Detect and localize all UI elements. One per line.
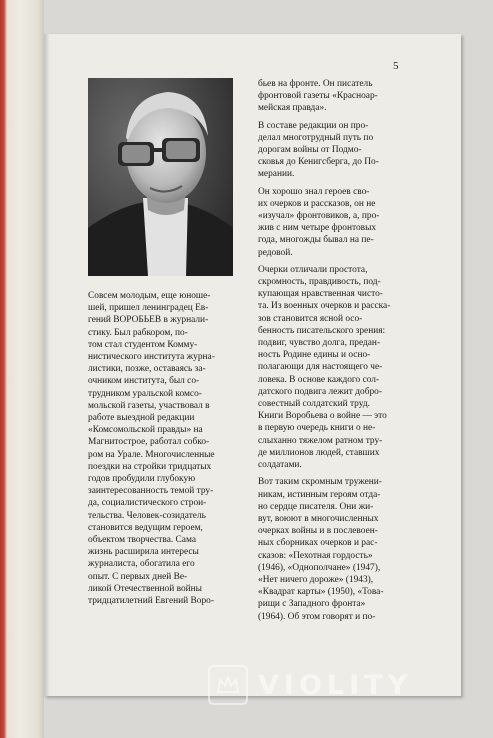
crown-icon xyxy=(208,665,248,705)
text-line: да, социалистического строи- xyxy=(88,498,207,509)
text-line: в первую очередь книги о не- xyxy=(258,423,376,434)
text-line: датского подвига лежит добро- xyxy=(258,386,382,397)
text-line: дорогам войны от Подмо- xyxy=(258,145,362,156)
text-line: совестный солдатский труд. xyxy=(258,399,370,410)
text-line: их очерков и рассказов, он не xyxy=(258,198,376,209)
text-line: «Комсомольской правды» на xyxy=(88,425,203,436)
text-line: скромность, правдивость, под- xyxy=(258,277,381,288)
text-line: жив с ним четыре фронтовых xyxy=(258,223,377,234)
text-line: становится ведущим героем, xyxy=(88,522,203,533)
page-gutter-shadow xyxy=(44,34,50,696)
text-line: Книги Воробьева о войне — это xyxy=(258,411,387,422)
text-line: сковья до Кенигсберга, до По- xyxy=(258,157,379,168)
text-line: ром на Урале. Многочисленные xyxy=(88,449,215,460)
text-line: (1946), «Однополчане» (1947), xyxy=(258,562,381,573)
text-line: слыханно тяжелом ратном тру- xyxy=(258,435,383,446)
text-line: трудником уральской комсо- xyxy=(88,388,202,399)
text-line: Он хорошо знал героев сво- xyxy=(258,186,370,197)
text-line: работе выездной редакции xyxy=(88,413,195,424)
text-line: Вот таким скромным тружени- xyxy=(258,477,382,488)
left-text-column xyxy=(88,290,232,607)
text-line: стику. Был рабкором, по- xyxy=(88,327,188,338)
text-line: но сердце писателя. Они жи- xyxy=(258,501,374,512)
text-line: фронтовой газеты «Красноар- xyxy=(258,91,378,102)
text-line: «Нет ничего дороже» (1943), xyxy=(258,574,374,585)
text-line: листики, позже, оставаясь за- xyxy=(88,364,206,375)
book-spine xyxy=(0,0,44,738)
text-line: рищи с Западного фронта» xyxy=(258,599,366,610)
text-line: года, многожды бывал на пе- xyxy=(258,235,374,246)
text-line: редовой. xyxy=(258,247,293,258)
watermark-text: VIOLITY xyxy=(258,669,413,701)
text-line: мерании. xyxy=(258,169,295,180)
text-line: де миллионов людей, ставших xyxy=(258,447,380,458)
page-number: 5 xyxy=(393,60,399,72)
text-line: ность Родине едины и осно- xyxy=(258,350,371,361)
text-line: полагающи для настоящего че- xyxy=(258,362,383,373)
text-line: купающая нравственная чисто- xyxy=(258,289,383,300)
text-line: том стал студентом Комму- xyxy=(88,339,198,350)
text-line: очерках войны и в послевоен- xyxy=(258,526,378,537)
text-line: солдатами. xyxy=(258,460,302,471)
text-line: тельства. Человек-созидатель xyxy=(88,510,206,521)
text-line: опыт. С первых дней Ве- xyxy=(88,571,188,582)
portrait-illustration xyxy=(88,78,233,276)
author-portrait xyxy=(88,78,233,276)
text-line: мольской газеты, участвовал в xyxy=(88,400,210,411)
text-line: «Квадрат карты» (1950), «Това- xyxy=(258,587,384,598)
text-line: жизнь расширила интересы xyxy=(88,547,199,558)
text-line: поездки на стройки тридцатых xyxy=(88,461,212,472)
text-line: журналиста, обогатила его xyxy=(88,559,195,570)
text-line: мейская правда». xyxy=(258,103,327,114)
right-text-column xyxy=(258,78,410,623)
text-line: тридцатилетний Евгений Воро- xyxy=(88,596,214,607)
watermark xyxy=(208,664,476,706)
text-line: вут, воюют в многочисленных xyxy=(258,513,379,524)
text-line: делал многотрудный путь по xyxy=(258,132,374,143)
text-line: В составе редакции он про- xyxy=(258,120,369,131)
text-line: Совсем молодым, еще юноше- xyxy=(88,291,211,301)
text-line: нистического института журна- xyxy=(88,352,215,363)
text-line: Магнитострое, работал собко- xyxy=(88,437,210,448)
text-line: шей, пришел ленинградец Ев- xyxy=(88,303,209,314)
text-line: (1964). Об этом говорят и по- xyxy=(258,611,376,622)
text-line: ликой Отечественной войны xyxy=(88,583,202,594)
text-line: бенность писательского зрения: xyxy=(258,325,386,336)
text-line: ных сборниках очерков и рас- xyxy=(258,538,378,549)
text-line: Очерки отличали простота, xyxy=(258,264,368,275)
text-line: сказов: «Пехотная гордость» xyxy=(258,550,373,561)
text-line: та. Из военных очерков и расска- xyxy=(258,301,391,312)
text-line: бьев на фронте. Он писатель xyxy=(258,79,373,89)
text-line: «изучал» фронтовиков, а, про- xyxy=(258,211,380,222)
text-line: зов становится ясной осо- xyxy=(258,313,363,324)
text-line: годов пробудили глубокую xyxy=(88,474,196,485)
text-line: гений ВОРОБЬЕВ в журнали- xyxy=(88,315,209,326)
text-line: очником института, был со- xyxy=(88,376,200,387)
text-line: ловека. В основе каждого сол- xyxy=(258,374,380,385)
text-line: объектом творчества. Сама xyxy=(88,535,196,546)
text-line: никам, истинным героям отда- xyxy=(258,489,381,500)
text-line: заинтересованность темой тру- xyxy=(88,486,214,497)
text-line: подвиг, чувство долга, предан- xyxy=(258,338,381,349)
